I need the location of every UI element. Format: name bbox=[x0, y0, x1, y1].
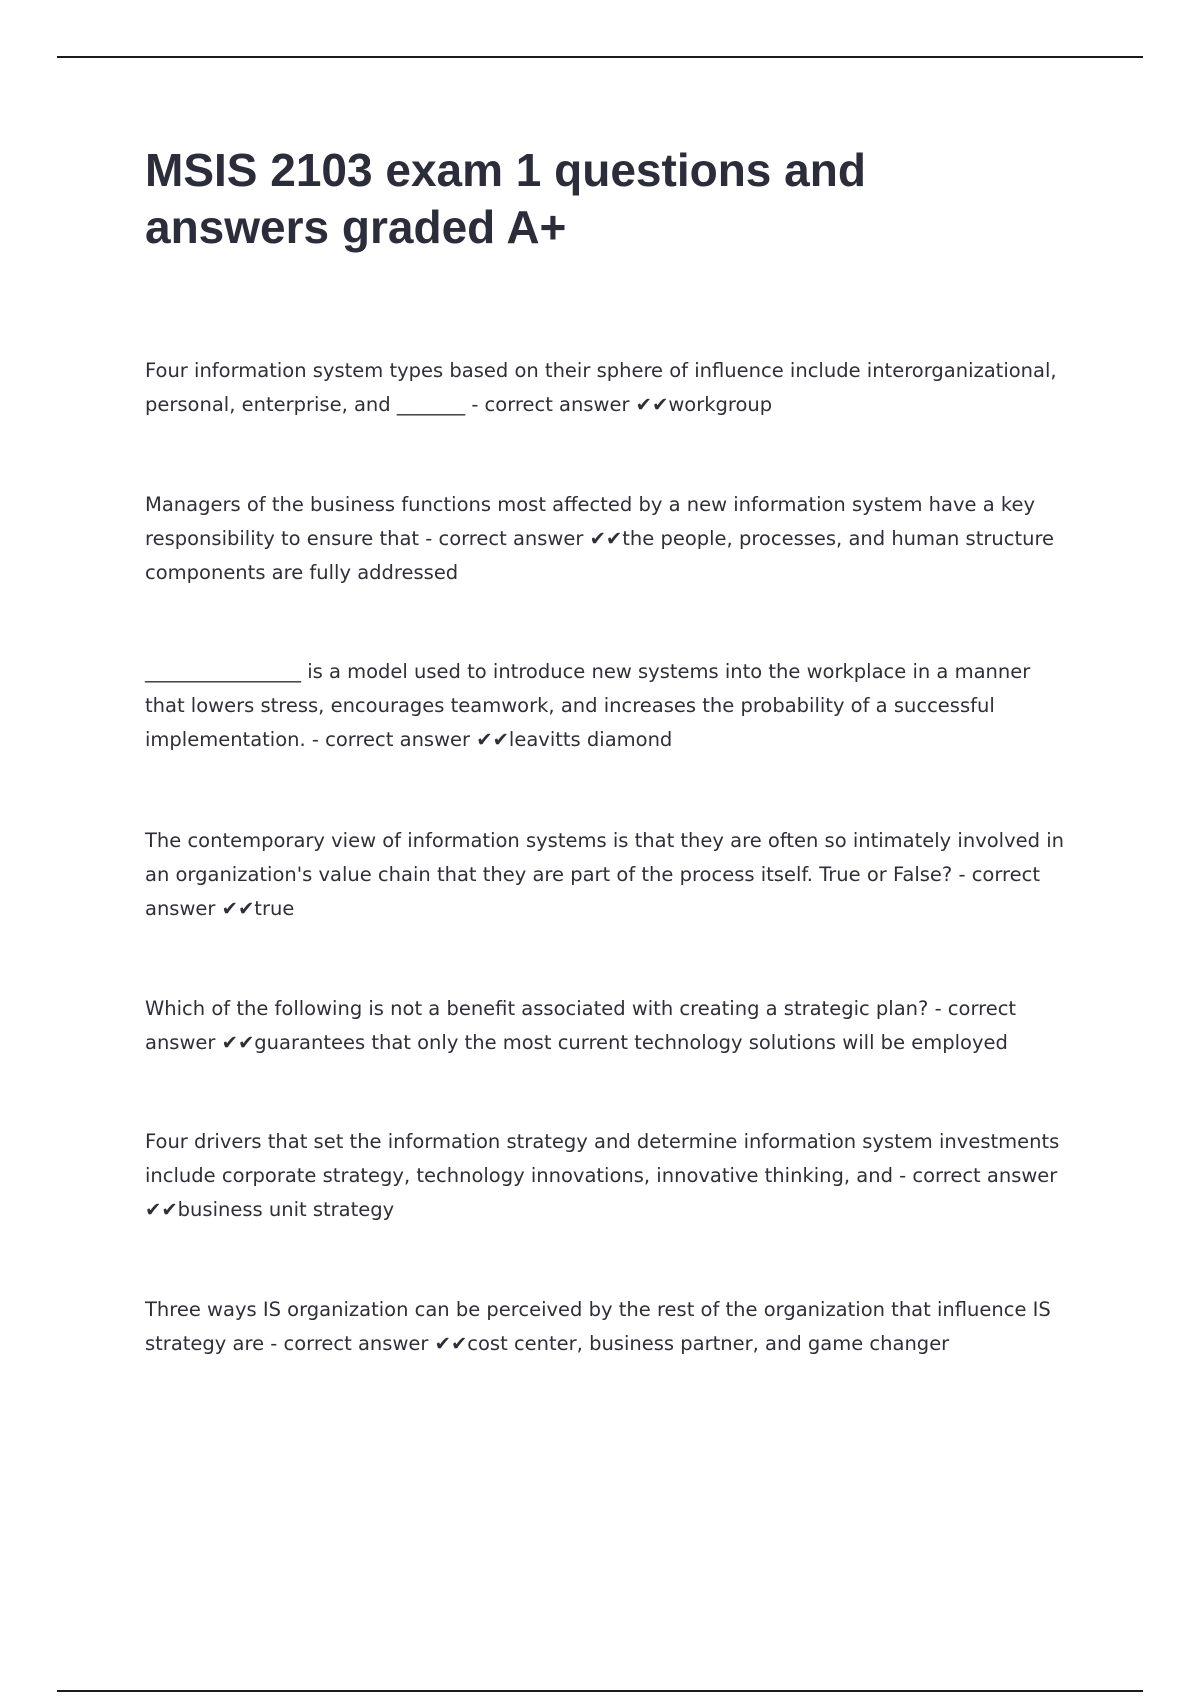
page-title: MSIS 2103 exam 1 questions and answers graded A+ bbox=[145, 144, 866, 253]
qa-item: Which of the following is not a benefit associated with creating a strategic plan? - correct answer ✔✔guarantees that only the most current technology solutions will be employed bbox=[145, 997, 1017, 1054]
qa-item: Managers of the business functions most affected by a new information system have a key responsibility to ensure that - correct answer ✔✔the people, processes, and human structure components are fully addressed bbox=[145, 493, 1055, 584]
bottom-divider bbox=[57, 1690, 1143, 1692]
qa-item: Three ways IS organization can be perceived by the rest of the organization that influence IS strategy are - correct answer ✔✔cost center, business partner, and game changer bbox=[145, 1298, 1051, 1355]
qa-item: The contemporary view of information systems is that they are often so intimately involved in an organization's value chain that they are part of the process itself. True or False? - correct answer ✔✔true bbox=[145, 829, 1064, 920]
qa-item: ________________ is a model used to introduce new systems into the workplace in a manner that lowers stress, encourages teamwork, and increases the probability of a successful implementation. - correct answer ✔✔leavitts diamond bbox=[145, 660, 1031, 751]
qa-item: Four drivers that set the information strategy and determine information system investments include corporate strategy, technology innovations, innovative thinking, and - correct answer ✔✔business unit strategy bbox=[145, 1130, 1060, 1221]
qa-item: Four information system types based on their sphere of influence include interorganizational, personal, enterprise, and _______ - correct answer ✔✔workgroup bbox=[145, 359, 1057, 416]
top-divider bbox=[57, 56, 1143, 58]
